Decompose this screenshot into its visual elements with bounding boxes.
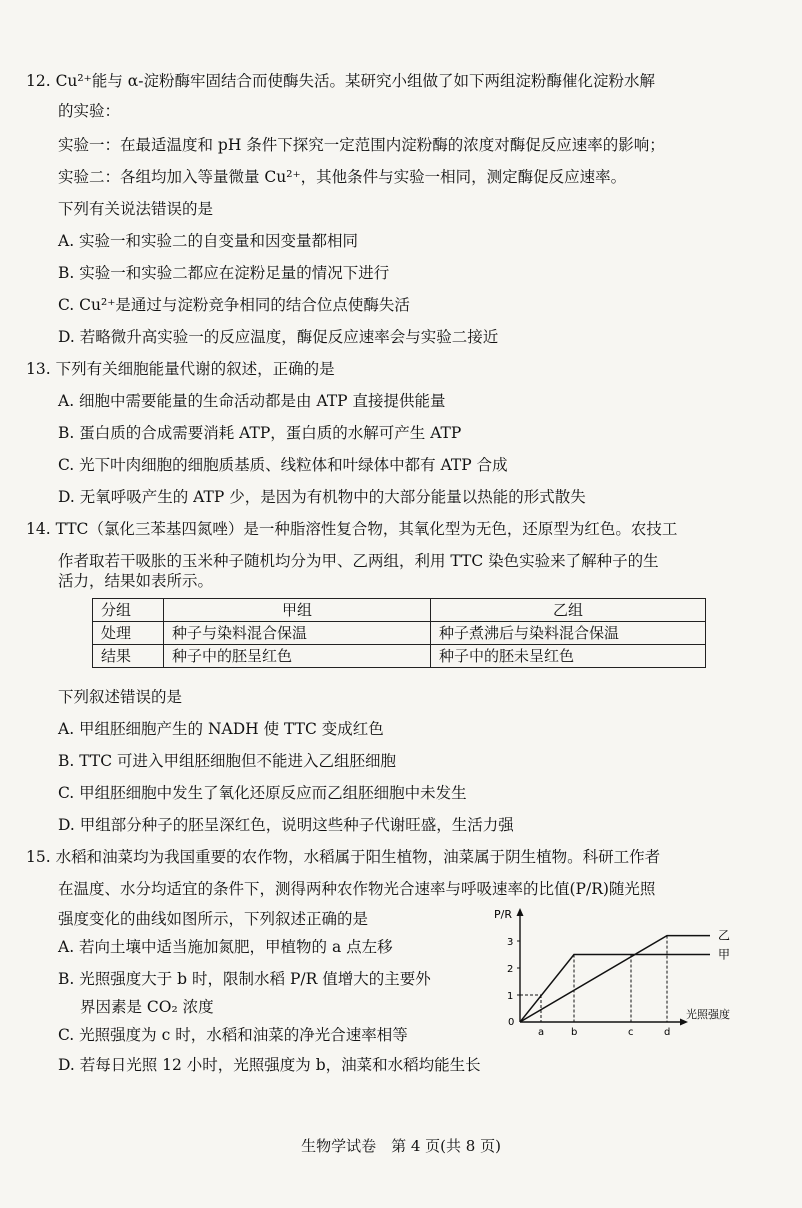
q12-experiment1: 实验一：在最适温度和 pH 条件下探究一定范围内淀粉酶的浓度对酶促反应速率的影响； [58, 136, 665, 154]
page-footer: 生物学试卷 第 4 页(共 8 页) [301, 1137, 501, 1155]
q14-prompt: 下列叙述错误的是 [58, 688, 183, 706]
table-cell: 种子中的胚未呈红色 [431, 645, 706, 668]
q13-option-a: A. 细胞中需要能量的生命活动都是由 ATP 直接提供能量 [58, 392, 446, 410]
ttc-results-table [92, 598, 706, 668]
q13-option-d: D. 无氧呼吸产生的 ATP 少，是因为有机物中的大部分能量以热能的形式散失 [58, 488, 586, 506]
q14-option-b: B. TTC 可进入甲组胚细胞但不能进入乙组胚细胞 [58, 752, 396, 770]
q15-stem-line2: 在温度、水分均适宜的条件下，测得两种农作物光合速率与呼吸速率的比值(P/R)随光照 [58, 880, 656, 898]
q13-option-c: C. 光下叶肉细胞的细胞质基质、线粒体和叶绿体中都有 ATP 合成 [58, 456, 508, 474]
series-name-label: 乙 [718, 928, 731, 943]
q15-option-b-line2: 界因素是 CO₂ 浓度 [80, 998, 214, 1016]
q15-option-c: C. 光照强度为 c 时，水稻和油菜的净光合速率相等 [58, 1026, 408, 1044]
y-tick-label: 3 [507, 937, 514, 948]
y-axis-arrow-icon [517, 908, 524, 916]
q12-option-a: A. 实验一和实验二的自变量和因变量都相同 [58, 232, 359, 250]
series-line [520, 955, 710, 1023]
table-row [93, 622, 706, 645]
x-mark-label: a [538, 1027, 545, 1038]
q14-stem-line2: 作者取若干吸胀的玉米种子随机均分为甲、乙两组，利用 TTC 染色实验来了解种子的生 [58, 552, 659, 570]
q12-stem-line2: 的实验： [58, 102, 121, 120]
q14-stem-line3: 活力，结果如表所示。 [58, 572, 214, 590]
table-cell: 结果 [93, 645, 164, 668]
x-axis-label: 光照强度 [686, 1008, 730, 1021]
table-cell: 种子中的胚呈红色 [164, 645, 431, 668]
series-line [520, 936, 710, 1022]
table-row [93, 645, 706, 668]
series-name-label: 甲 [718, 947, 731, 962]
q15-option-d: D. 若每日光照 12 小时，光照强度为 b，油菜和水稻均能生长 [58, 1056, 481, 1074]
x-mark-label: c [628, 1027, 634, 1038]
chart-series [520, 936, 710, 1022]
table-header-cell: 分组 [93, 599, 164, 622]
q15-stem-line3: 强度变化的曲线如图所示，下列叙述正确的是 [58, 910, 369, 928]
q15-option-a: A. 若向土壤中适当施加氮肥，甲植物的 a 点左移 [58, 938, 393, 956]
x-mark-label: d [664, 1027, 671, 1038]
origin-label: 0 [508, 1017, 515, 1028]
chart-axes [517, 908, 689, 1026]
x-mark-label: b [571, 1027, 578, 1038]
table-cell: 种子煮沸后与染料混合保温 [431, 622, 706, 645]
q12-option-c: C. Cu²⁺是通过与淀粉竞争相同的结合位点使酶失活 [58, 296, 410, 314]
q12-stem-line1: 12. Cu²⁺能与 α-淀粉酶牢固结合而使酶失活。某研究小组做了如下两组淀粉酶催化淀粉水解 [26, 72, 655, 90]
q12-option-d: D. 若略微升高实验一的反应温度，酶促反应速率会与实验二接近 [58, 328, 499, 346]
q15-stem-line1: 15. 水稻和油菜均为我国重要的农作物，水稻属于阳生植物，油菜属于阴生植物。科研工作者 [26, 848, 661, 866]
table-header-cell: 甲组 [164, 599, 431, 622]
table-cell: 处理 [93, 622, 164, 645]
table-header-cell: 乙组 [431, 599, 706, 622]
table-header-row [93, 599, 706, 622]
y-tick-label: 1 [507, 991, 514, 1002]
q14-stem-line1: 14. TTC（氯化三苯基四氮唑）是一种脂溶性复合物，其氧化型为无色，还原型为红色。农技工 [26, 520, 678, 538]
y-tick-label: 2 [507, 964, 514, 975]
q13-option-b: B. 蛋白质的合成需要消耗 ATP，蛋白质的水解可产生 ATP [58, 424, 462, 442]
table-cell: 种子与染料混合保温 [164, 622, 431, 645]
q12-option-b: B. 实验一和实验二都应在淀粉足量的情况下进行 [58, 264, 390, 282]
pr-light-chart [490, 904, 760, 1038]
q14-option-d: D. 甲组部分种子的胚呈深红色，说明这些种子代谢旺盛，生活力强 [58, 816, 514, 834]
chart-labels [494, 908, 730, 1038]
q14-option-a: A. 甲组胚细胞产生的 NADH 使 TTC 变成红色 [58, 720, 384, 738]
q12-prompt: 下列有关说法错误的是 [58, 200, 214, 218]
q13-stem: 13. 下列有关细胞能量代谢的叙述，正确的是 [26, 360, 335, 378]
q12-experiment2: 实验二：各组均加入等量微量 Cu²⁺，其他条件与实验一相同，测定酶促反应速率。 [58, 168, 627, 186]
q15-option-b-line1: B. 光照强度大于 b 时，限制水稻 P/R 值增大的主要外 [58, 970, 431, 988]
y-axis-label: P/R [494, 908, 512, 921]
q14-option-c: C. 甲组胚细胞中发生了氧化还原反应而乙组胚细胞中未发生 [58, 784, 467, 802]
